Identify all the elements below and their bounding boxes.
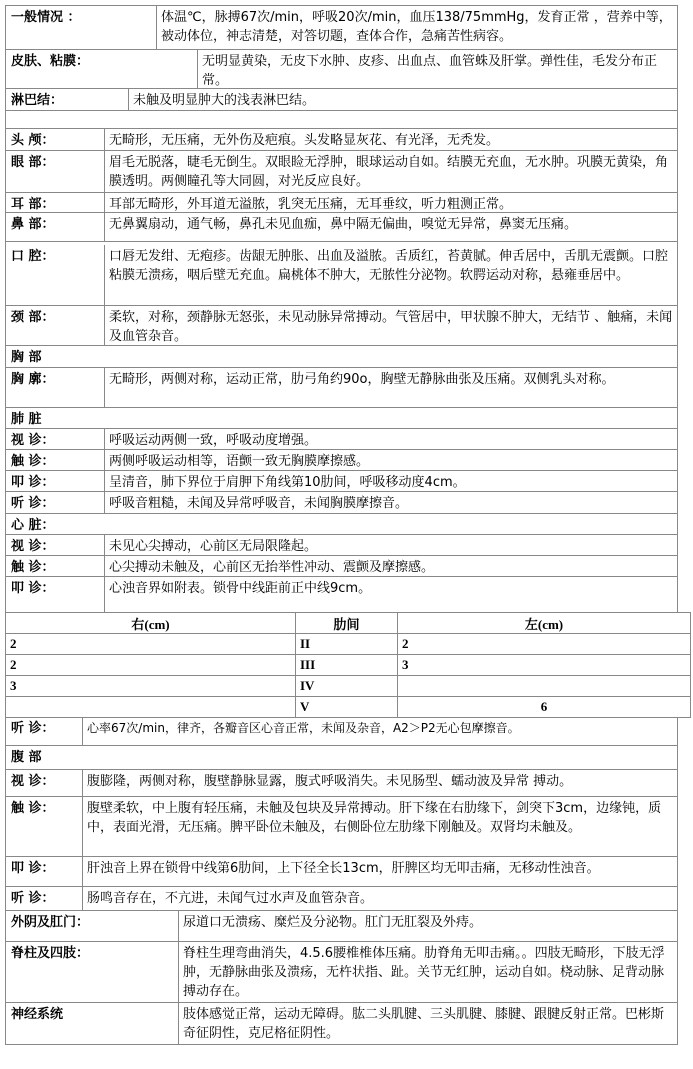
- label-spine: 脊柱及四肢：: [6, 942, 179, 1002]
- row-genital: [6, 911, 677, 942]
- heart-header: 心 脏：: [11, 518, 55, 533]
- section-heart: [6, 514, 677, 535]
- value: 未见心尖搏动，心前区无局限隆起。: [109, 539, 318, 554]
- value-eyes: 眉毛无脱落，睫毛无倒生。双眼睑无浮肿，眼球运动自如。结膜无充血，无水肿。巩膜无黄染，角膜透明。两侧瞳孔等大同圆，对光反应良好。: [109, 155, 669, 189]
- label-head: 头 颅：: [6, 129, 105, 150]
- label: 触 诊：: [6, 797, 83, 856]
- row-abdomen-auscultation: [6, 887, 677, 911]
- row-spine: [6, 942, 677, 1003]
- row-skin: [6, 50, 677, 89]
- row-heart-percussion: [6, 577, 677, 613]
- label-thorax: 胸 廓：: [6, 368, 105, 407]
- value-neck: 柔软，对称，颈静脉无怒张，未见动脉异常搏动。气管居中，甲状腺不肿大，无结节 、触痛，未闻及血管杂音。: [109, 310, 673, 344]
- value: 两侧呼吸运动相等，语颤一致无胸膜摩擦感。: [109, 454, 370, 469]
- cardiac-dullness-table: [5, 612, 691, 718]
- value-lymph: 未触及明显肿大的浅表淋巴结。: [133, 93, 316, 108]
- value: 腹壁柔软，中上腹有轻压痛，未触及包块及异常搏动。肝下缘在右肋缘下，剑突下3cm，边缘钝，质中，表面光滑，无压痛。脾平卧位未触及，右侧卧位左肋缘下刚触及。双肾均未触及。: [87, 801, 662, 835]
- row-heart-auscultation: [6, 717, 677, 746]
- row-neuro: [6, 1003, 677, 1045]
- row-eyes: [6, 151, 677, 193]
- cell: V: [296, 697, 398, 718]
- label: 叩 诊：: [6, 577, 105, 613]
- row-head: [6, 129, 677, 151]
- label-genital: 外阴及肛门：: [6, 911, 179, 941]
- label-nose: 鼻 部：: [6, 213, 105, 241]
- section-abdomen: [6, 746, 677, 770]
- value: 肝浊音上界在锁骨中线第6肋间，上下径全长13cm，肝脾区均无叩击痛，无移动性浊音。: [87, 861, 600, 876]
- value-ears: 耳部无畸形，外耳道无溢脓，乳突无压痛，无耳垂纹，听力粗测正常。: [109, 197, 513, 212]
- cell: II: [296, 634, 398, 655]
- row-neck: [6, 306, 677, 346]
- row-heart-palpation: [6, 556, 677, 577]
- col-right: 右(cm): [6, 613, 296, 634]
- chest-header: 胸 部: [11, 350, 42, 365]
- cell: [6, 697, 296, 718]
- label: 视 诊：: [6, 770, 83, 796]
- section-lungs: [6, 408, 677, 429]
- row-nose: [6, 213, 677, 242]
- value: 心尖搏动未触及，心前区无抬举性冲动、震颤及摩擦感。: [109, 560, 435, 575]
- value-general: 体温℃，脉搏67次/min，呼吸20次/min，血压138/75mmHg，发育正常 ，营养中等，被动体位，神志清楚，对答切题，查体合作，急痛苦性病容。: [161, 10, 672, 44]
- cell: [398, 676, 691, 697]
- row-mouth: [6, 242, 677, 306]
- row-heart-inspection: [6, 535, 677, 556]
- cell: III: [296, 655, 398, 676]
- value-thorax: 无畸形，两侧对称，运动正常，肋弓角约90o，胸壁无静脉曲张及压痛。双侧乳头对称。: [109, 372, 615, 387]
- label-skin: 皮肤、粘膜：: [6, 50, 198, 88]
- table-row: [6, 634, 691, 655]
- table-header-row: [6, 613, 691, 634]
- lungs-header: 肺 脏: [11, 412, 42, 427]
- value: 心浊音界如附表。锁骨中线距前正中线9cm。: [109, 581, 372, 596]
- value-head: 无畸形，无压痛，无外伤及疤痕。头发略显灰花、有光泽，无秃发。: [109, 133, 500, 148]
- row-thorax: [6, 368, 677, 408]
- value: 呈清音，肺下界位于肩胛下角线第10肋间，呼吸移动度4cm。: [109, 475, 466, 490]
- row-lymph: [6, 89, 677, 111]
- exam-record-lower: [5, 717, 678, 1045]
- label: 视 诊：: [6, 535, 105, 555]
- label: 视 诊：: [6, 429, 105, 449]
- abdomen-header: 腹 部: [11, 750, 42, 765]
- row-abdomen-inspection: [6, 770, 677, 797]
- value-neuro: 肢体感觉正常，运动无障碍。肱二头肌腱、三头肌腱、膝腱、跟腱反射正常。巴彬斯奇征阴性，克尼格征阴性。: [183, 1007, 665, 1041]
- label: 听 诊：: [6, 887, 83, 910]
- row-lungs-palpation: [6, 450, 677, 471]
- row-abdomen-palpation: [6, 797, 677, 857]
- label: 听 诊：: [6, 717, 83, 745]
- label: 听 诊：: [6, 492, 105, 513]
- value: 呼吸音粗糙，未闻及异常呼吸音，未闻胸膜摩擦音。: [109, 496, 409, 511]
- value: 腹膨隆，两侧对称，腹壁静脉显露，腹式呼吸消失。未见肠型、蠕动波及异常 搏动。: [87, 774, 573, 789]
- row-lungs-inspection: [6, 429, 677, 450]
- cell: 2: [6, 634, 296, 655]
- row-abdomen-percussion: [6, 857, 677, 887]
- label: 触 诊：: [6, 556, 105, 576]
- value: 肠鸣音存在，不亢进，未闻气过水声及血管杂音。: [87, 891, 374, 906]
- col-left: 左(cm): [398, 613, 691, 634]
- label-neuro: 神经系统: [6, 1003, 179, 1044]
- row-ears: [6, 193, 677, 213]
- cell: 3: [398, 655, 691, 676]
- table-row: [6, 676, 691, 697]
- cell: 6: [398, 697, 691, 718]
- label-neck: 颈 部：: [6, 306, 105, 345]
- row-empty: [6, 111, 677, 129]
- value: 呼吸运动两侧一致，呼吸动度增强。: [109, 433, 318, 448]
- label: 触 诊：: [6, 450, 105, 470]
- row-lungs-percussion: [6, 471, 677, 492]
- table-row: [6, 697, 691, 718]
- value-mouth: 口唇无发绀、无疱疹。齿龈无肿胀、出血及溢脓。舌质红，苔黄腻。伸舌居中，舌肌无震颤。口腔粘膜无溃疡，咽后壁无充血。扁桃体不肿大，无脓性分泌物。软腭运动对称，悬雍垂居中。: [109, 249, 669, 283]
- label-lymph: 淋巴结：: [6, 89, 129, 110]
- value-nose: 无鼻翼扇动，通气畅，鼻孔未见血痂，鼻中隔无偏曲，嗅觉无异常，鼻窦无压痛。: [109, 217, 578, 232]
- cell: IV: [296, 676, 398, 697]
- value-skin: 无明显黄染，无皮下水肿、皮疹、出血点、血管蛛及肝掌。弹性佳，毛发分布正常。: [202, 54, 658, 88]
- exam-record-upper: [5, 5, 678, 613]
- col-intercostal: 肋间: [296, 613, 398, 634]
- label-mouth: 口 腔：: [6, 245, 105, 305]
- cell: 3: [6, 676, 296, 697]
- cell: 2: [6, 655, 296, 676]
- label-ears: 耳 部：: [6, 193, 105, 212]
- label: 叩 诊：: [6, 471, 105, 491]
- value-genital: 尿道口无溃疡、糜烂及分泌物。肛门无肛裂及外痔。: [183, 915, 483, 930]
- cell: 2: [398, 634, 691, 655]
- row-lungs-auscultation: [6, 492, 677, 514]
- label-general: 一般情况 ：: [6, 6, 157, 49]
- table-row: [6, 655, 691, 676]
- section-chest: [6, 346, 677, 368]
- value: 心率67次/min，律齐，各瓣音区心音正常，未闻及杂音，A2＞P2无心包摩擦音。: [87, 721, 520, 735]
- value-spine: 脊柱生理弯曲消失，4.5.6腰椎椎体压痛。肋脊角无叩击痛。。四肢无畸形，下肢无浮肿，无静脉曲张及溃疡，无杵状指、趾。关节无红肿，运动自如。桡动脉、足背动脉搏动存在。: [183, 946, 665, 999]
- row-general: [6, 6, 677, 50]
- label-eyes: 眼 部：: [6, 151, 105, 192]
- label: 叩 诊：: [6, 857, 83, 886]
